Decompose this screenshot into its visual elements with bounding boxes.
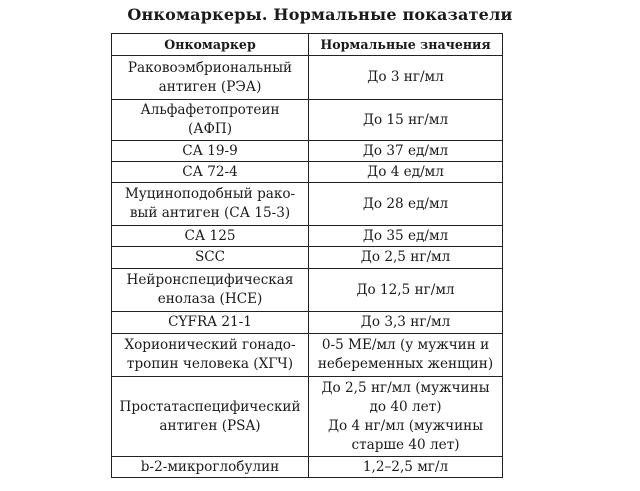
- marker-text-line: енолаза (НСЕ): [157, 291, 263, 307]
- value-cell: [309, 56, 503, 100]
- value-text-line: 1,2–2,5 мг/л: [362, 458, 449, 475]
- table-row: [112, 100, 503, 141]
- marker-text-line: Нейронспецифическая: [126, 272, 294, 288]
- value-text-line: До 3,3 нг/мл: [360, 314, 451, 330]
- marker-cell: [112, 269, 309, 312]
- value-text-line: старше 40 лет): [351, 436, 460, 453]
- value-cell: [309, 226, 503, 247]
- marker-text-line: CYFRA 21-1: [168, 314, 252, 330]
- marker-text-line: Простатаспецифический: [119, 398, 301, 415]
- table-row: [112, 457, 503, 478]
- table-row: [112, 377, 503, 457]
- value-text-line: До 12,5 нг/мл: [356, 281, 455, 298]
- value-text-line: 0-5 МЕ/мл (у мужчин и: [321, 337, 490, 353]
- marker-text-line: антиген (РЭА): [158, 78, 262, 95]
- value-cell: [309, 312, 503, 334]
- marker-text-line: СА 19-9: [182, 142, 238, 159]
- value-text-line: До 37 ед/мл: [362, 142, 449, 159]
- marker-text-line: Раковоэмбриональный: [127, 59, 293, 76]
- value-cell: [309, 377, 503, 457]
- column-header-normal-values: Нормальные значения: [309, 34, 503, 56]
- marker-cell: [112, 457, 309, 478]
- marker-cell: [112, 162, 309, 183]
- value-text-line: До 4 ед/мл: [367, 163, 444, 180]
- marker-cell: [112, 334, 309, 377]
- marker-cell: [112, 56, 309, 100]
- value-cell: [309, 162, 503, 183]
- value-text-line: До 15 нг/мл: [362, 111, 449, 128]
- marker-cell: [112, 183, 309, 226]
- table-row: [112, 183, 503, 226]
- marker-cell: [112, 247, 309, 269]
- marker-text-line: b-2-микроглобулин: [140, 458, 280, 475]
- value-cell: [309, 141, 503, 162]
- value-text-line: До 2,5 нг/мл (мужчины: [321, 379, 490, 396]
- marker-cell: [112, 100, 309, 141]
- value-cell: [309, 100, 503, 141]
- value-text-line: До 28 ед/мл: [362, 195, 449, 212]
- marker-text-line: Альфафетопротеин: [140, 102, 280, 118]
- value-text-line: До 3 нг/мл: [367, 69, 444, 85]
- value-text-line: До 2,5 нг/мл: [360, 249, 451, 265]
- value-text-line: до 40 лет): [369, 398, 442, 415]
- page-title: Онкомаркеры. Нормальные показатели: [127, 5, 513, 24]
- table-row: [112, 226, 503, 247]
- table-row: [112, 141, 503, 162]
- value-cell: [309, 457, 503, 478]
- marker-text-line: Муциноподобный рако-: [124, 186, 296, 202]
- marker-cell: [112, 312, 309, 334]
- table-header-row: [112, 34, 503, 56]
- table-row: [112, 312, 503, 334]
- table-row: [112, 247, 503, 269]
- table-row: [112, 269, 503, 312]
- column-header-marker: Онкомаркер: [112, 34, 309, 56]
- value-text-line: До 35 ед/мл: [362, 227, 449, 244]
- marker-cell: [112, 377, 309, 457]
- value-cell: [309, 334, 503, 377]
- marker-text-line: СА 125: [184, 227, 236, 244]
- marker-text-line: вый антиген (СА 15-3): [129, 205, 291, 221]
- marker-cell: [112, 141, 309, 162]
- value-text-line: До 4 нг/мл (мужчины: [327, 417, 484, 434]
- marker-text-line: антиген (PSA): [159, 417, 261, 434]
- marker-text-line: СА 72-4: [182, 163, 238, 180]
- value-cell: [309, 247, 503, 269]
- table-row: [112, 334, 503, 377]
- marker-text-line: тропин человека (ХГЧ): [126, 356, 294, 372]
- marker-text-line: (АФП): [187, 121, 233, 137]
- value-cell: [309, 183, 503, 226]
- table-row: [112, 162, 503, 183]
- marker-cell: [112, 226, 309, 247]
- tumor-markers-table: [111, 33, 503, 478]
- value-cell: [309, 269, 503, 312]
- marker-text-line: Хорионический гонадо-: [124, 337, 296, 353]
- value-text-line: небеременных женщин): [317, 356, 494, 372]
- table-row: [112, 56, 503, 100]
- marker-text-line: SCC: [194, 249, 226, 265]
